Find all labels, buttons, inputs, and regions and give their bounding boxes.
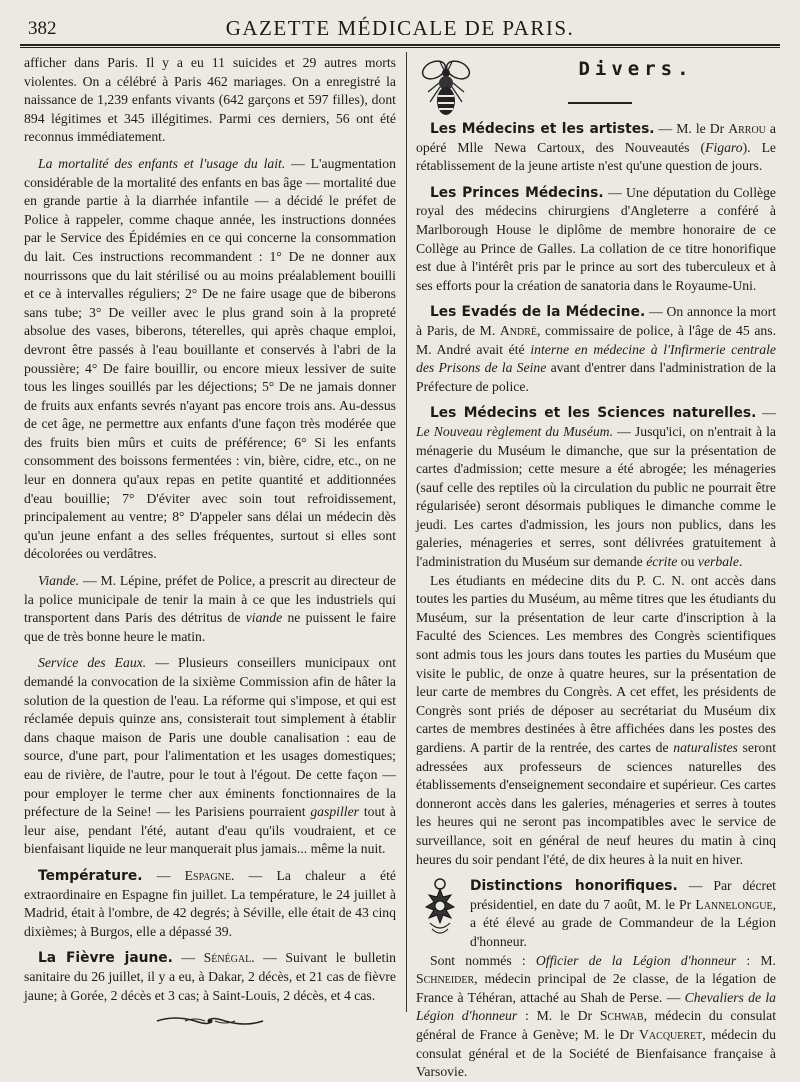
left-column [24,54,396,1031]
journal-title: GAZETTE MÉDICALE DE PARIS. [225,16,575,40]
nommes-4: : M. le Dr [517,1008,600,1024]
artistes-name: Arrou [728,121,766,136]
distinctions-block [416,877,776,1082]
fievre-country: Sénégal. [203,950,255,966]
paragraph-distinctions [416,877,776,951]
section-title-princes: Les Princes Médecins. [430,184,604,201]
paragraph-sciences: Les Médecins et les Sciences naturelles. — Le Nouveau règlement du Muséum. — Jusqu'ici, on n'entrait à la ménagerie du Muséum le dimanche, que sur la présentation de cartes d'admission; cette mesure a été abrogée; les ménageries (sauf celle des reptiles où la circulation du public ne pourrait être régularisée) seront désormais publiques le dimanche comme le jeudi. Les cartes d'admission, les jours non publics, dans les galeries, ménageries et serres, sont délivrées gratuitement à l'administration du Muséum sur demande écrite ou verbale. [416,405,776,570]
page-header [24,16,776,42]
paragraph-nommes [416,952,776,1082]
section-title-distinctions: Distinctions honorifiques. [470,878,678,895]
eaux-italic: gaspiller [310,804,359,820]
paragraph-viande [24,572,396,646]
paragraph-princes [416,184,776,296]
fievre-body: — Suivant le bulletin sanitaire du 26 juillet, il y a eu, à Dakar, 2 décès, et 21 cas de fièvre jaune; à Gorée, 2 décès et 3 cas; à Saint-Louis, 2 décès, et 4 cas. [24,950,396,1003]
ornament-icon [155,1013,265,1029]
nommes-2: : M. [736,952,776,968]
divers-rule [568,102,632,104]
evades-name: André [499,322,537,338]
viande-body: — M. Lépine, préfet de Police, a prescrit au directeur de la police municipale de tenir la main à ce que les industriels qui transportent dans Paris des détritus de [24,573,396,626]
paragraph-eaux [24,654,396,859]
sciences-body-mid: ou [677,554,698,570]
sciences-body-end: . [738,554,743,570]
section-title-fievre: La Fièvre jaune. [38,950,173,967]
paragraph-evades [416,303,776,396]
sciences-italic-2: verbale [697,554,739,570]
temperature-country: Espagne. [184,867,235,883]
artistes-italic: Figaro [705,139,743,155]
sciences-p2-italic: naturalistes [673,740,738,755]
paragraph-sciences-2 [416,572,776,870]
nommes-name-1: Schneider [416,971,475,987]
temperature-body: — La chaleur a été extraordinaire en Espagne fin juillet. La température, le 24 juillet à Madrid, était à l'ombre, de 42 degrés; à Séville, elle était de 43 cinq dixièmes; à Burgos, elle a dépassé 39. [24,867,396,939]
section-title-eaux: Service des Eaux. [38,655,147,671]
distinctions-body-2: , a été élevé au grade de Commandeur de la Légion d'honneur. [470,896,776,949]
mortalite-body: — L'augmentation considérable de la mortalité des enfants en bas âge — mortalité due en grande partie à la diarrhée infantile — a décidé le préfet de Police à rappeler, comme chaque année, les instructions données par le Service des Épidémies en ce qui concerne la consommation du lait. Ces instructions recommandent : 1° De ne donner aux nourrissons que du lait stérilisé ou au moins préalablement bouilli et ce à intervalles réguliers; 2° De ne faire usage que de biberons sans tube; 3° De veiller avec le plus grand soin à la propreté absolue des vases, biberons, téterelles, qui après chaque emploi, devront être passés à l'eau bouillante et conservés à l'abri de la poussière; 4° De faire bouillir, ou encore mieux lessiver de suite tous les linges souillés par les déjections; 5° De ne jamais donner de fruits aux enfants sevrés n'ayant pas encore trois ans. Au-dessus de cet âge, ne permettre aux enfants d'une façon très modérée que des fruits bien mûrs et cuits de préférence; 6° Si les enfants consomment des boissons fermentées : vin, bière, cidre, etc., on ne leur en donnera qu'aux repas en petite quantité et additionnées d'eau bouillie; 7° D'éviter avec soin tout refroidissement, principalement au ventre; 8° D'appeler sans délai un médecin dès qu'un jeune enfant a des selles fréquentes, surtout si elles sont décolorées ou verdâtres. [24,155,396,562]
paragraph-medecins-artistes [416,120,776,176]
section-title-divers: Divers. [578,58,694,80]
nommes-name-3: Vacqueret [639,1026,703,1042]
distinctions-name: Lannelongue [695,896,773,912]
section-title-medecins-artistes: Les Médecins et les artistes. [430,121,655,137]
nommes-1: Sont nommés : [430,952,536,968]
column-divider [406,52,407,1012]
viande-italic: viande [245,610,283,626]
evades-body-3: avant d'entrer dans l'administration de la Préfecture de police. [416,360,776,394]
distinctions-body: — Par décret présidentiel, en date du 7 août, M. le Pr [470,878,776,912]
evades-body: — On annonce la mort à Paris, de M. [416,304,777,338]
sciences-subtitle: Le Nouveau règlement du Muséum. [416,423,613,439]
paragraph-statistics: afficher dans Paris. Il y a eu 11 suicides et 29 autres morts violentes. On a célébré à Paris 462 mariages. On a enregistré la naissance de 1,239 enfants vivants (642 garçons et 597 filles), dont 894 légitimes et 345 illégitimes. Parmi ces derniers, 56 ont été reconnus immédiatement. [24,55,396,145]
legion-honneur-medal-icon [416,877,464,941]
sciences-p2-body-end: seront adressées aux professeurs de sciences naturelles des établissements d'enseignement secondaire et supérieur. Ces cartes donneront accès dans les galeries, ménageries et serres à toutes les heures qui ne seront pas incompatibles avec le service de surveillance, soit en général de neuf heures du matin à cinq heures du soir pendant l'été, de dix heures à la nuit en hiver. [416,740,777,867]
end-ornament [24,1013,396,1031]
princes-body: — Une députation du Collège royal des médecins chirurgiens d'Angleterre a conféré à Marlborough House le diplôme de membre honoraire de ce Collège au Prince de Galles. La collation de ce titre honorifique est due à l'intérêt pris par le prince au sort des tuberculeux et à ses efforts pour la création de sanatoria dans le Royaume-Uni. [416,184,776,293]
artistes-body-3: ). Le rétablissement de la jeune artiste n'est qu'une question de jours. [416,139,777,174]
eaux-body-end: tout à leur aise, pendant l'été, autant d'eau qu'ils voudraient, et ce bienfaisant liquide ne leur manquerait plus jamais... même la nuit. [24,804,396,857]
right-column [416,54,776,1082]
sciences-p2-body: Les étudiants en médecine dits du P. C. N. ont accès dans toutes les parties du Muséum, au même titres que les étudiants du Muséum, sur la présentation de leur carte d'inscription à la Faculté des Sciences. Les membres des Congrès scientifiques sont admis tous les jours dans toutes les parties du Muséum que visite le public, de onze à quatre heures, sur la présentation de leur carte de membres du Congrès. A cet effet, les présidents de Congrès sont priés de déposer au secrétariat du Muséum dix cartes de membres destinées à être affichées dans les postes des gardiens. A partir de la rentrée, des cartes de [416,572,776,755]
paragraph-temperature: Température. — Espagne. — La chaleur a été extraordinaire en Espagne fin juillet. La température, le 24 juillet à Madrid, était à l'ombre, de 42 degrés; à Séville, elle était de 43 cinq dixièmes; à Burgos, elle a dépassé 39. [24,867,396,939]
viande-body-end: ne puissent le faire que de très bonne heure le matin. [24,610,397,644]
artistes-body-2: a opéré Mlle Newa Cartoux, des Nouveautés ( [416,121,776,155]
bee-icon [420,56,472,118]
nommes-italic-1: Officier de la Légion d'honneur [535,952,737,968]
nommes-3: , médecin principal de 2e classe, de la légation de France à Téhéran, attaché au Shah de Perse. — [416,971,776,1005]
paragraph-fievre: La Fièvre jaune. — Sénégal. — Suivant le bulletin sanitaire du 26 juillet, il y a eu, à Dakar, 2 décès, et 21 cas de fièvre jaune; à Gorée, 2 décès et 3 cas; à Saint-Louis, 2 décès, et 4 cas. [24,950,396,1003]
section-title-mortalite: La mortalité des enfants et l'usage du lait. [38,155,286,171]
nommes-italic-2: Chevaliers de la Légion d'honneur [416,989,776,1024]
nommes-5: , médecin du consulat général de France à Genève; M. le Dr [416,1008,776,1042]
nommes-name-2: Schwab [599,1008,644,1024]
artistes-body: — M. le Dr [654,121,729,136]
nommes-6: , médecin du consulat général et de la Société de Bienfaisance française à Varsovie. [416,1026,776,1080]
evades-italic: interne en médecine à l'Infirmerie centrale des Prisons de la Seine [416,341,776,376]
page-number: 382 [28,18,57,39]
paragraph-mortalite [24,155,396,564]
evades-body-2: , commissaire de police, à l'âge de 45 ans. M. André avait été [416,322,776,357]
header-rule [20,44,780,48]
divers-header [416,54,776,120]
sciences-body: — Jusqu'ici, on n'entrait à la ménagerie du Muséum le dimanche, que sur la présentation de cartes d'admission; cette mesure a été abrogée; les ménageries (sauf celle des reptiles où la circulation du public ne pourrait être régularisée) seront désormais publiques le dimanche comme le jeudi. Les cartes d'admission, les jours non publics, dans les galeries, ménageries et serres, sont délivrées gratuitement à l'administration du Muséum sur demande [416,423,776,570]
section-title-evades: Les Evadés de la Médecine. [430,304,646,321]
section-title-viande: Viande. [38,573,80,589]
section-title-temperature: Température. [38,867,143,884]
sciences-italic-1: écrite [646,554,678,570]
eaux-body: — Plusieurs conseillers municipaux ont demandé la convocation de la sixième Commission afin de hâter la solution de la question de l'eau. La réforme qui s'impose, et qui est réclamée depuis quinze ans, consisterait tout simplement à établir dans chaque maison de Paris une double canalisation : eau de source, d'une part, pour l'alimentation et les usages domestiques; eau de rivière, de l'autre, pour le tout à l'égout. De cette façon — pour employer le terme cher aux éminents fonctionnaires de la préfecture de la Seine! — les Parisiens pourraient [24,655,396,820]
section-title-sciences: Les Médecins et les Sciences naturelles. [430,405,757,422]
